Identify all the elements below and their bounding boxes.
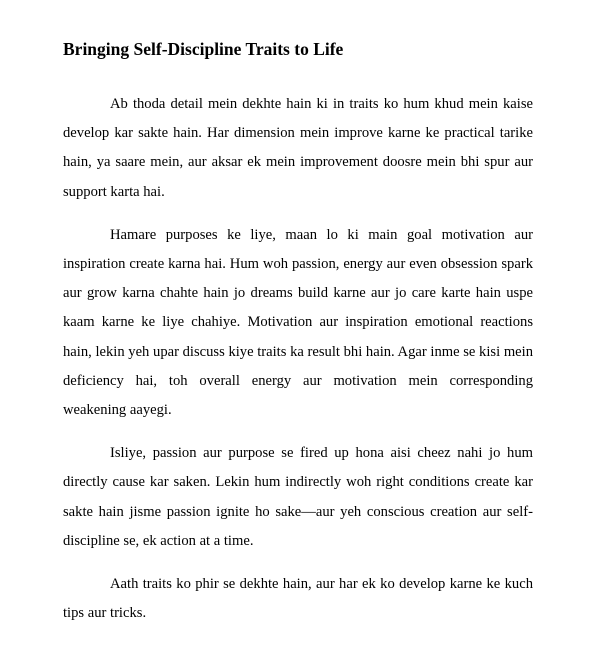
paragraph-3: Isliye, passion aur purpose se fired up hona aisi cheez nahi jo hum directly cause kar saken. Lekin hum indirectly woh right conditions create kar sakte hain jisme passion ignite ho sake—aur yeh conscious creation aur self-discipline se, ek action at a time. — [63, 445, 533, 549]
page-title: Bringing Self-Discipline Traits to Life — [63, 39, 344, 59]
paragraph-1: Ab thoda detail mein dekhte hain ki in traits ko hum khud mein kaise develop kar sakte hain. Har dimension mein improve karne ke practical tarike hain, ya saare mein, aur aksar ek mein improvement doosre mein bhi spur aur support karta hai. — [63, 96, 533, 200]
paragraph-4: Aath traits ko phir se dekhte hain, aur har ek ko develop karne ke kuch tips aur tricks. — [63, 576, 533, 622]
document-page — [63, 38, 533, 642]
paragraph-2: Hamare purposes ke liye, maan lo ki main goal motivation aur inspiration create karna hai. Hum woh passion, energy aur even obsession spark aur grow karna chahte hain jo dreams build karne aur jo care karte hain uspe kaam karne ke liye chahiye. Motivation aur inspiration emotional reactions hain, lekin yeh upar discuss kiye traits ka result bhi hain. Agar inme se kisi mein deficiency hai, toh overall energy aur motivation mein corresponding weakening aayegi. — [63, 226, 533, 419]
